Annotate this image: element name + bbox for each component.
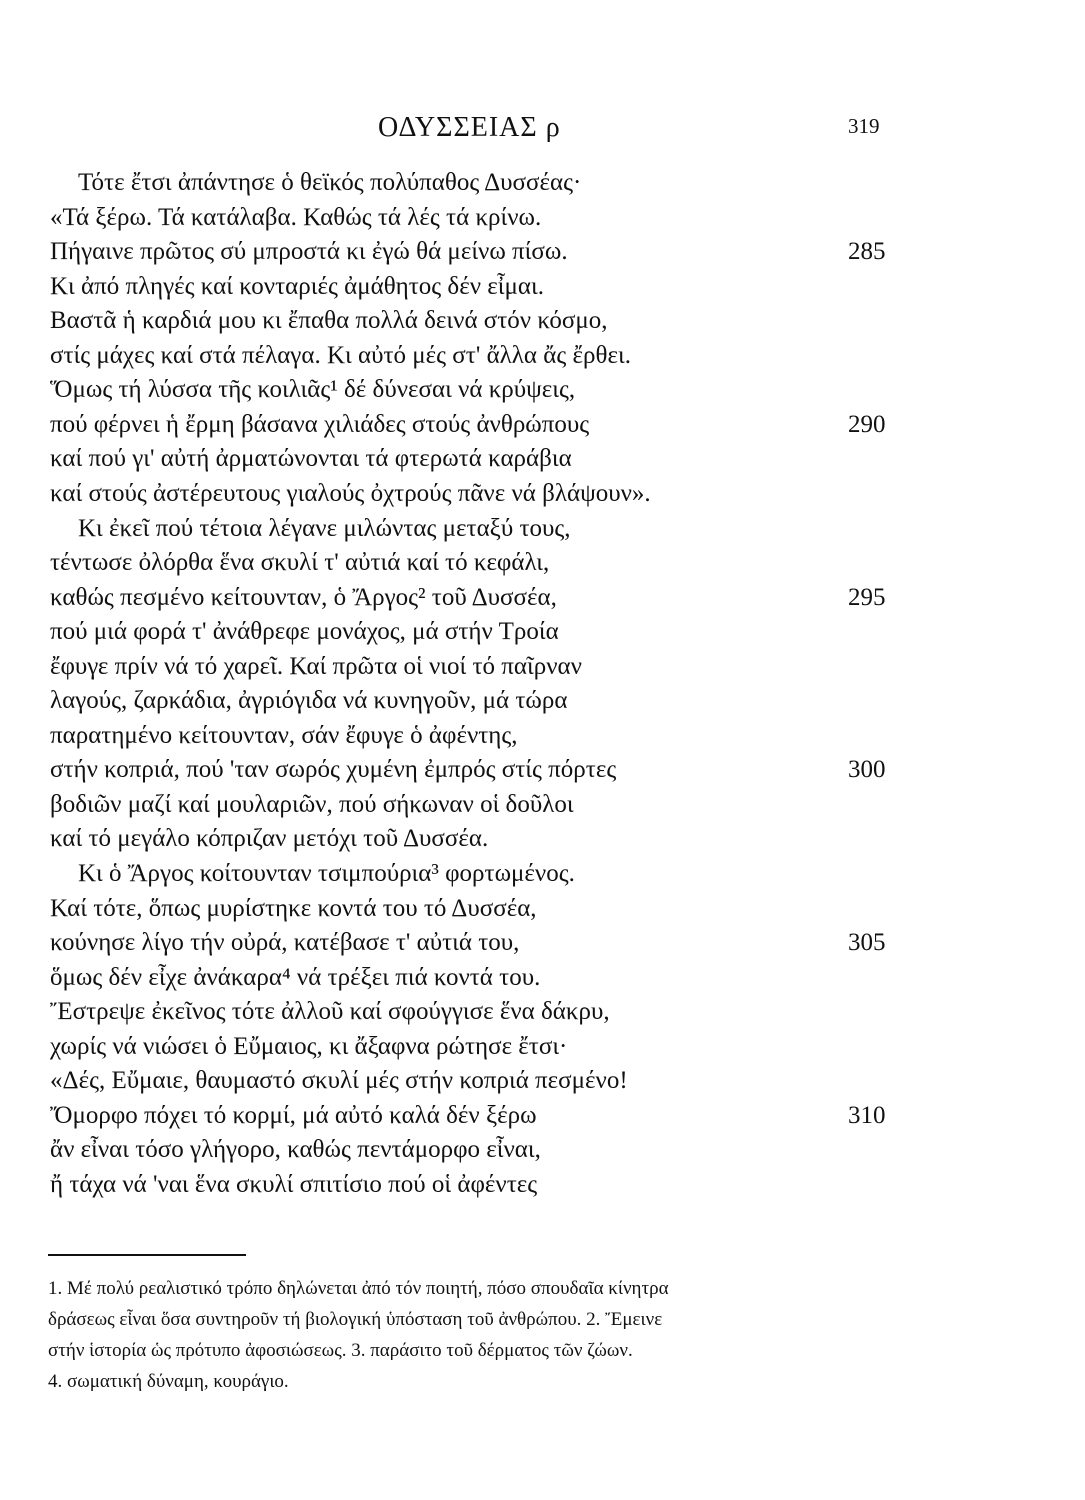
verse-line-number: 300 [848,756,886,783]
verse-line-text: καί πού γι' αὐτή ἀρματώνονται τά φτερωτά καράβια [50,445,572,472]
verse-line-text: Ὄμορφο πόχει τό κορμί, μά αὐτό καλά δέν ξέρω [50,1102,537,1129]
verse-line-text: Κι ἀπό πληγές καί κονταριές ἀμάθητος δέν εἶμαι. [50,273,544,300]
verse-line-text: καθώς πεσμένο κείτουνταν, ὁ Ἄργος² τοῦ Δυσσέα, [50,584,557,611]
verse-line-text: Πήγαινε πρῶτος σύ μπροστά κι ἐγώ θά μείνω πίσω. [50,238,568,265]
verse-line-number: 285 [848,238,886,265]
verse-line-text: «Τά ξέρω. Τά κατάλαβα. Καθώς τά λές τά κρίνω. [50,204,542,231]
verse-line-text: Κι ὁ Ἄργος κοίτουνταν τσιμπούρια³ φορτωμένος. [78,860,575,887]
verse-line [0,512,1085,548]
verse-line-number: 290 [848,411,886,438]
verse-line [0,166,1085,202]
verse-line-text: ὅμως δέν εἶχε ἀνάκαρα⁴ νά τρέξει πιά κοντά του. [50,964,541,991]
verse-line [0,201,1085,237]
footnote-line: 1. Μέ πολύ ρεαλιστικό τρόπο δηλώνεται ἀπό τόν ποιητή, πόσο σπουδαῖα κίνητρα [48,1278,669,1299]
verse-line-text: Καί τότε, ὅπως μυρίστηκε κοντά του τό Δυσσέα, [50,895,537,922]
verse-line [0,892,1085,928]
verse-line [0,408,1085,444]
verse-line-text: Κι ἐκεῖ πού τέτοια λέγανε μιλώντας μεταξύ τους, [78,515,571,542]
verse-line [0,1168,1085,1204]
verse-line-text: στίς μάχες καί στά πέλαγα. Κι αὐτό μές στ' ἄλλα ἄς ἔρθει. [50,342,631,369]
verse-line [0,788,1085,824]
verse-line-text: κούνησε λίγο τήν οὐρά, κατέβασε τ' αὐτιά του, [50,929,520,956]
verse-line [0,684,1085,720]
verse-line-text: στήν κοπριά, πού 'ταν σωρός χυμένη ἐμπρός στίς πόρτες [50,756,617,783]
verse-line-number: 305 [848,929,886,956]
verse-line-text: βοδιῶν μαζί καί μουλαριῶν, πού σήκωναν οἱ δοῦλοι [50,791,574,818]
verse-line [0,304,1085,340]
verse-line [0,857,1085,893]
page-number: 319 [848,114,880,138]
verse-line [0,1099,1085,1135]
verse-line-text: καί τό μεγάλο κόπριζαν μετόχι τοῦ Δυσσέα. [50,825,489,852]
running-title: ΟΔΥΣΣΕΙΑΣ ρ [378,112,561,143]
verse-line [0,373,1085,409]
verse-line-text: πού μιά φορά τ' ἀνάθρεφε μονάχος, μά στήν Τροία [50,618,559,645]
verse-line [0,615,1085,651]
verse-line [0,546,1085,582]
verse-line [0,477,1085,513]
verse-line [0,1133,1085,1169]
verse-line-text: ἤ τάχα νά 'ναι ἕνα σκυλί σπιτίσιο πού οἱ ἀφέντες [50,1171,538,1198]
verse-line [0,961,1085,997]
footnote-line: 4. σωματική δύναμη, κουράγιο. [48,1371,289,1392]
verse-line [0,926,1085,962]
verse-line [0,753,1085,789]
verse-line-text: ἔφυγε πρίν νά τό χαρεῖ. Καί πρῶτα οἱ νιοί τό παῖρναν [50,653,582,680]
verse-line [0,339,1085,375]
verse-line-text: Ἔστρεψε ἐκεῖνος τότε ἀλλοῦ καί σφούγγισε ἕνα δάκρυ, [50,998,610,1025]
verse-line-text: χωρίς νά νιώσει ὁ Εὔμαιος, κι ἄξαφνα ρώτησε ἔτσι· [50,1033,568,1060]
verse-line-text: «Δές, Εὔμαιε, θαυμαστό σκυλί μές στήν κοπριά πεσμένο! [50,1067,628,1094]
verse-line [0,1064,1085,1100]
verse-line [0,1030,1085,1066]
verse-line-text: Βαστᾶ ἡ καρδιά μου κι ἔπαθα πολλά δεινά στόν κόσμο, [50,307,608,334]
verse-line-text: λαγούς, ζαρκάδια, ἀγριόγιδα νά κυνηγοῦν, μά τώρα [50,687,568,714]
verse-line [0,719,1085,755]
verse-line [0,822,1085,858]
verse-line [0,235,1085,271]
verse-line-text: τέντωσε ὀλόρθα ἕνα σκυλί τ' αὐτιά καί τό κεφάλι, [50,549,550,576]
verse-line [0,581,1085,617]
verse-line-number: 295 [848,584,886,611]
footnote-line: στήν ἱστορία ὡς πρότυπο ἀφοσιώσεως. 3. παράσιτο τοῦ δέρματος τῶν ζώων. [48,1340,633,1361]
verse-line [0,650,1085,686]
verse-line [0,995,1085,1031]
verse-line-text: ἄν εἶναι τόσο γλήγορο, καθώς πεντάμορφο εἶναι, [50,1136,541,1163]
verse-line-text: Ὅμως τή λύσσα τῆς κοιλιᾶς¹ δέ δύνεσαι νά κρύψεις, [50,376,576,403]
verse-line [0,442,1085,478]
footnote-line: δράσεως εἶναι ὅσα συντηροῦν τή βιολογική ὑπόσταση τοῦ ἀνθρώπου. 2. Ἔμεινε [48,1309,663,1330]
verse-line-text: πού φέρνει ἡ ἔρμη βάσανα χιλιάδες στούς ἀνθρώπους [50,411,590,438]
footnote-divider [48,1254,246,1256]
verse-line [0,270,1085,306]
verse-line-text: καί στούς ἀστέρευτους γιαλούς ὀχτρούς πᾶνε νά βλάψουν». [50,480,651,507]
verse-line-text: παρατημένο κείτουνταν, σάν ἔφυγε ὁ ἀφέντης, [50,722,518,749]
verse-line-number: 310 [848,1102,886,1129]
verse-line-text: Τότε ἔτσι ἀπάντησε ὁ θεϊκός πολύπαθος Δυσσέας· [78,169,582,196]
